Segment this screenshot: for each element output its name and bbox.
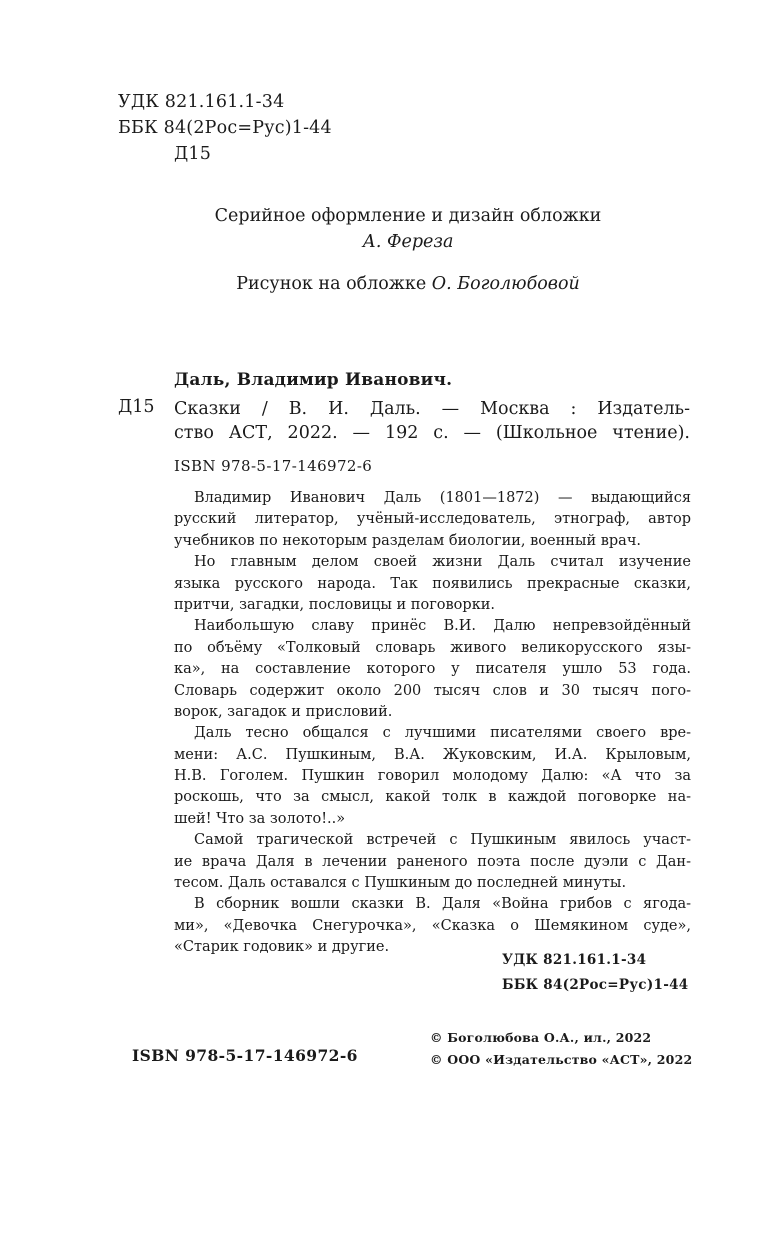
annotation-line: ие врача Даля в лечении раненого поэта после дуэли с Дан- bbox=[174, 853, 691, 870]
annotation-line: языка русского народа. Так появились прекрасные сказки, bbox=[174, 575, 691, 592]
annotation bbox=[174, 488, 691, 959]
annotation-line: русский литератор, учёный-исследователь, этнограф, автор bbox=[174, 511, 691, 528]
author-code: Д15 bbox=[118, 397, 155, 417]
annotation-line: шей! Что за золото!..» bbox=[174, 810, 346, 827]
catalog-isbn: ISBN 978-5-17-146972-6 bbox=[174, 457, 373, 475]
series-design-label: Серийное оформление и дизайн обложки bbox=[214, 206, 602, 226]
annotation-line: роскошь, что за смысл, какой толк в каждой поговорке на- bbox=[174, 789, 691, 806]
header-bbk: ББК 84(2Рос=Рус)1-44 bbox=[118, 118, 332, 138]
annotation-line: ворок, загадок и присловий. bbox=[174, 703, 393, 720]
annotation-line: Н.В. Гоголем. Пушкин говорил молодому Далю: «А что за bbox=[174, 768, 691, 785]
annotation-line: Даль тесно общался с лучшими писателями своего вре- bbox=[194, 725, 691, 742]
classification-udk: УДК 821.161.1-34 bbox=[502, 952, 647, 968]
header-udk: УДК 821.161.1-34 bbox=[118, 92, 285, 112]
annotation-line: по объёму «Толковый словарь живого великорусского язы- bbox=[174, 639, 691, 656]
annotation-line: Наибольшую славу принёс В.И. Далю непревзойдённый bbox=[194, 618, 691, 635]
annotation-line: притчи, загадки, пословицы и поговорки. bbox=[174, 596, 496, 613]
series-designer: А. Фереза bbox=[362, 232, 454, 252]
annotation-line: мени: А.С. Пушкиным, В.А. Жуковским, И.А. Крыловым, bbox=[174, 746, 691, 763]
annotation-line: Самой трагической встречей с Пушкиным явилось участ- bbox=[194, 832, 691, 849]
annotation-line: ми», «Девочка Снегурочка», «Сказка о Шемякином суде», bbox=[174, 917, 691, 934]
annotation-line: «Старик годовик» и другие. bbox=[174, 939, 390, 956]
bibliographic-description bbox=[174, 397, 690, 445]
bib-line: Сказки / В. И. Даль. — Москва : Издатель- bbox=[174, 399, 690, 419]
annotation-line: Словарь содержит около 200 тысяч слов и 30 тысяч пого- bbox=[174, 682, 691, 699]
annotation-line: ка», на составление которого у писателя ушло 53 года. bbox=[174, 661, 691, 678]
cover-art-credit bbox=[118, 274, 698, 294]
author-heading: Даль, Владимир Иванович. bbox=[174, 370, 453, 390]
bib-line: ство АСТ, 2022. — 192 с. — (Школьное чтение). bbox=[174, 423, 690, 443]
annotation-line: В сборник вошли сказки В. Даля «Война грибов с ягода- bbox=[194, 896, 691, 913]
annotation-line: Владимир Иванович Даль (1801—1872) — выдающийся bbox=[194, 490, 691, 506]
classification-bbk: ББК 84(2Рос=Рус)1-44 bbox=[502, 977, 689, 993]
annotation-line: Но главным делом своей жизни Даль считал изучение bbox=[194, 554, 691, 571]
annotation-line: учебников по некоторым разделам биологии, военный врач. bbox=[174, 532, 642, 549]
copyright-illustrations: © Боголюбова О.А., ил., 2022 bbox=[430, 1030, 652, 1045]
annotation-line: тесом. Даль оставался с Пушкиным до последней минуты. bbox=[174, 875, 627, 892]
header-author-code: Д15 bbox=[174, 144, 212, 164]
copyright-publisher: © ООО «Издательство «АСТ», 2022 bbox=[430, 1052, 693, 1067]
cover-artist: О. Боголюбовой bbox=[431, 274, 580, 294]
cover-art-label: Рисунок на обложке bbox=[236, 274, 427, 294]
footer-isbn: ISBN 978-5-17-146972-6 bbox=[132, 1046, 358, 1065]
